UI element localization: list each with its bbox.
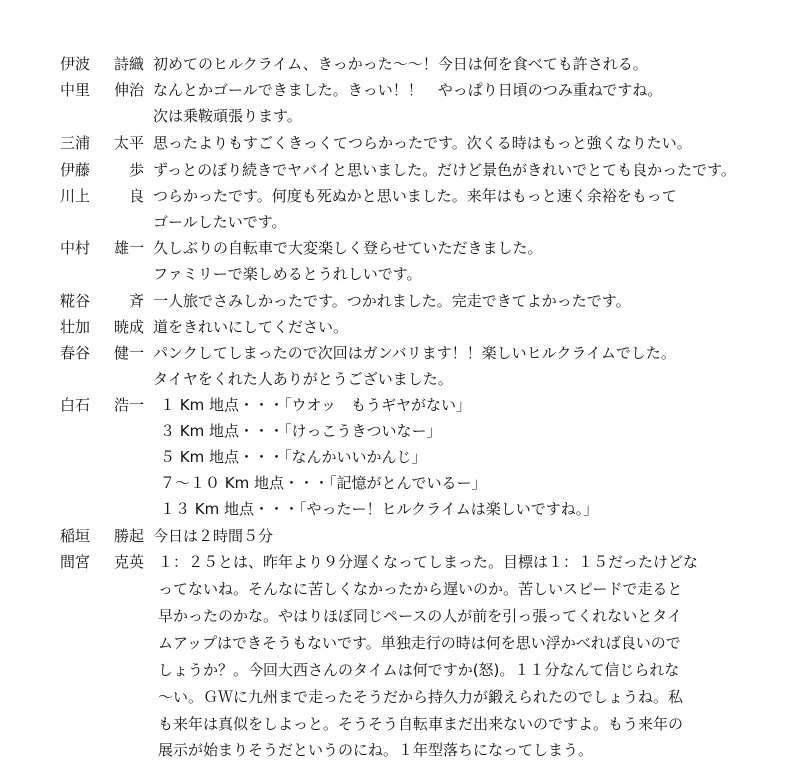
entry-continuation-row (0, 684, 795, 710)
entry-continuation-row (0, 496, 795, 522)
surname: 中里 (60, 81, 91, 99)
participant-name (60, 157, 144, 183)
comment-line: つらかったです。何度も死ぬかと思いました。来年はもっと速く余裕をもって (153, 187, 677, 205)
given-name: 斉 (128, 292, 144, 310)
entry-continuation-row (0, 261, 795, 287)
given-name: 詩織 (113, 55, 144, 73)
entry-continuation-row (0, 711, 795, 737)
comment-line: も来年は真似をしよっと。そうそう自転車まだ出来ないのですよ。もう来年の (158, 715, 684, 733)
entry-row (0, 523, 795, 549)
entry-row (0, 392, 795, 418)
participant-name (60, 340, 144, 366)
entry-continuation-row (0, 209, 795, 235)
participant-name (60, 77, 144, 103)
comment-line: タイヤをくれた人ありがとうございました。 (153, 370, 453, 388)
comment-line: ５ Km 地点・・・「なんかいいかんじ」 (160, 448, 427, 466)
entry-continuation-row (0, 444, 795, 470)
given-name: 勝起 (113, 527, 144, 545)
given-name: 伸治 (113, 81, 144, 99)
entry-continuation-row (0, 470, 795, 496)
entry-continuation-row (0, 603, 795, 629)
surname: 伊藤 (60, 161, 91, 179)
entry-row (0, 183, 795, 209)
surname: 白石 (60, 396, 91, 414)
comment-line: 次は乗鞍頑張ります。 (153, 107, 302, 125)
entry-row (0, 549, 795, 575)
participant-name (60, 51, 144, 77)
entry-row (0, 157, 795, 183)
participant-name (60, 183, 144, 209)
surname: 稲垣 (60, 527, 91, 545)
comment-line: １ Km 地点・・・「ウオッ もうギヤがない」 (160, 396, 472, 414)
entry-continuation-row (0, 103, 795, 129)
participant-name (60, 549, 144, 575)
entry-continuation-row (0, 418, 795, 444)
surname: 伊波 (60, 55, 91, 73)
entry-row (0, 77, 795, 103)
comment-line: 久しぶりの自転車で大変楽しく登らせていただきました。 (153, 239, 543, 257)
participant-name (60, 288, 144, 314)
given-name: 良 (128, 187, 144, 205)
surname: 糀谷 (60, 292, 91, 310)
given-name: 暁成 (113, 318, 144, 336)
comment-line: 道をきれいにしてください。 (153, 318, 349, 336)
comment-line: １：２５とは、昨年より９分遅くなってしまった。目標は１：１５だったけどな (158, 553, 699, 571)
participant-name (60, 235, 144, 261)
comment-line: ってないね。そんなに苦しくなかったから遅いのか。苦しいスピードで走ると (158, 580, 683, 598)
comment-line: パンクしてしまったので次回はガンバリます！！楽しいヒルクライムでした。 (153, 344, 676, 362)
participant-name (60, 130, 144, 156)
comment-line: 一人旅でさみしかったです。つかれました。完走できてよかったです。 (153, 292, 631, 310)
surname: 川上 (60, 187, 91, 205)
given-name: 浩一 (113, 396, 144, 414)
surname: 壮加 (60, 318, 91, 336)
participant-name (60, 314, 144, 340)
entry-continuation-row (0, 630, 795, 656)
participant-name (60, 523, 144, 549)
entry-continuation-row (0, 366, 795, 392)
given-name: 健一 (113, 344, 144, 362)
entry-row (0, 314, 795, 340)
entry-row (0, 51, 795, 77)
surname: 間宮 (60, 553, 91, 571)
participant-name (60, 392, 144, 418)
comment-line: 思ったよりもすごくきっくてつらかったです。次くる時はもっと強くなりたい。 (153, 134, 692, 152)
comment-line: ファミリーで楽しめるとうれしいです。 (153, 265, 422, 283)
given-name: 歩 (128, 161, 144, 179)
given-name: 克英 (113, 553, 144, 571)
entry-row (0, 130, 795, 156)
comment-line: ゴールしたいです。 (153, 213, 287, 231)
entry-continuation-row (0, 657, 795, 683)
entry-row (0, 288, 795, 314)
surname: 中村 (60, 239, 91, 257)
entry-row (0, 235, 795, 261)
surname: 春谷 (60, 344, 91, 362)
comment-line: しょうか？。今回大西さんのタイムは何ですか(怒)。１１分なんて信じられな (158, 661, 680, 679)
comment-line: ３ Km 地点・・・「けっこうきついなー」 (160, 422, 442, 440)
comment-line: ～い。ＧＷに九州まで走ったそうだから持久力が鍛えられたのでしょうね。私 (158, 688, 684, 706)
given-name: 太平 (113, 134, 144, 152)
given-name: 雄一 (113, 239, 144, 257)
comment-line: ずっとのぼり続きでヤバイと思いました。だけど景色がきれいでとても良かったです。 (153, 161, 736, 179)
entry-row (0, 340, 795, 366)
comment-line: 展示が始まりそうだというのにね。１年型落ちになってしまう。 (158, 741, 594, 759)
entry-continuation-row (0, 737, 795, 763)
comment-line: ムアップはできそうもないです。単独走行の時は何を思い浮かべれば良いので (158, 634, 681, 652)
comment-line: １３ Km 地点・・・「やったー！ヒルクライムは楽しいですね。」 (160, 500, 599, 518)
comment-line: 今日は２時間５分 (153, 527, 274, 545)
comment-line: ７～１０ Km 地点・・・「記憶がとんでいるー」 (160, 474, 487, 492)
comment-line: なんとかゴールできました。きっい！！ やっぱり日頃のつみ重ねですね。 (153, 81, 663, 99)
entry-continuation-row (0, 576, 795, 602)
surname: 三浦 (60, 134, 91, 152)
comment-line: 早かったのかな。やはりほぼ同じペースの人が前を引っ張ってくれないとタイ (158, 607, 682, 625)
comment-line: 初めてのヒルクライム、きっかった～～！今日は何を食べても許される。 (153, 55, 648, 73)
